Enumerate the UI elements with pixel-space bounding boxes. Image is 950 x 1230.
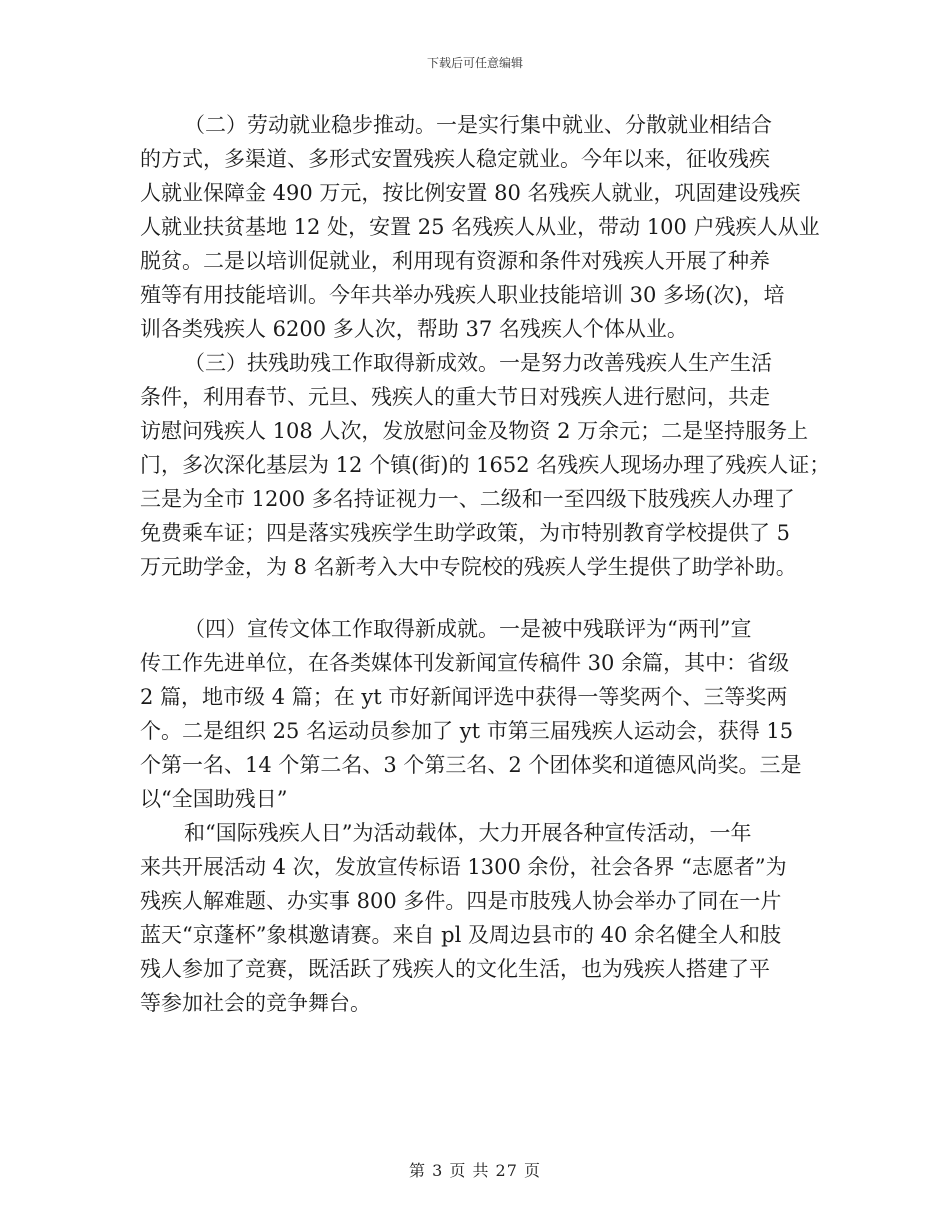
text-line: 万元助学金，为 8 名新考入大中专院校的残疾人学生提供了助学补助。 [140,555,797,579]
paragraph-gap [140,584,820,612]
text-line: 免费乘车证；四是落实残疾学生助学政策，为市特别教育学校提供了 5 [140,521,791,545]
text-line: 2 篇，地市级 4 篇；在 yt 市好新闻评选中获得一等奖两个、三等奖两 [140,685,788,709]
text-line: 脱贫。二是以培训促就业，利用现有资源和条件对残疾人开展了种养 [140,249,770,273]
text-line: 条件，利用春节、元旦、残疾人的重大节日对残疾人进行慰问，共走 [140,385,770,409]
paragraph-employment [140,108,820,346]
document-body [140,108,831,1020]
text-line: 蓝天“京蓬杯”象棋邀请赛。来自 pl 及周边县市的 40 余名健全人和肢 [140,923,782,947]
text-line: 访慰问残疾人 108 人次，发放慰问金及物资 2 万余元；二是坚持服务上 [140,419,809,443]
text-line: 残疾人解难题、办实事 800 多件。四是市肢残人协会举办了同在一片 [140,889,782,913]
paragraph-assistance [140,346,831,584]
text-line: 个。二是组织 25 名运动员参加了 yt 市第三届残疾人运动会，获得 15 [140,719,794,743]
page-number-footer: 第 3 页 共 27 页 [409,1161,541,1180]
page-header: 下载后可任意编辑 [426,56,523,70]
text-line: 人就业保障金 490 万元，按比例安置 80 名残疾人就业，巩固建设残疾 [140,181,801,205]
text-line: 三是为全市 1200 多名持证视力一、二级和一至四级下肢残疾人办理了 [140,487,795,511]
text-line: （二）劳动就业稳步推动。一是实行集中就业、分散就业相结合 [184,113,772,137]
text-line: 的方式，多渠道、多形式安置残疾人稳定就业。今年以来，征收残疾 [140,147,770,171]
text-line: 门，多次深化基层为 12 个镇(街)的 1652 名残疾人现场办理了残疾人证； [140,453,831,477]
text-line: 以“全国助残日” [140,787,288,811]
text-line: 殖等有用技能培训。今年共举办残疾人职业技能培训 30 多场(次)，培 [140,283,785,307]
text-line: （三）扶残助残工作取得新成效。一是努力改善残疾人生产生活 [184,351,772,375]
paragraph-activities [140,816,820,1020]
text-line: （四）宣传文体工作取得新成就。一是被中残联评为“两刊”宣 [184,617,752,641]
text-line: 等参加社会的竞争舞台。 [140,991,371,1015]
text-line: 传工作先进单位，在各类媒体刊发新闻宣传稿件 30 余篇，其中：省级 [140,651,790,675]
text-line: 来共开展活动 4 次，发放宣传标语 1300 余份，社会各界 “志愿者”为 [140,855,787,879]
text-line: 和“国际残疾人日”为活动载体，大力开展各种宣传活动，一年 [184,821,752,845]
text-line: 残人参加了竞赛，既活跃了残疾人的文化生活，也为残疾人搭建了平 [140,957,770,981]
paragraph-publicity [140,612,820,816]
text-line: 训各类残疾人 6200 多人次，帮助 37 名残疾人个体从业。 [140,317,688,341]
text-line: 个第一名、14 个第二名、3 个第三名、2 个团体奖和道德风尚奖。三是 [140,753,802,777]
text-line: 人就业扶贫基地 12 处，安置 25 名残疾人从业，带动 100 户残疾人从业 [140,215,820,239]
